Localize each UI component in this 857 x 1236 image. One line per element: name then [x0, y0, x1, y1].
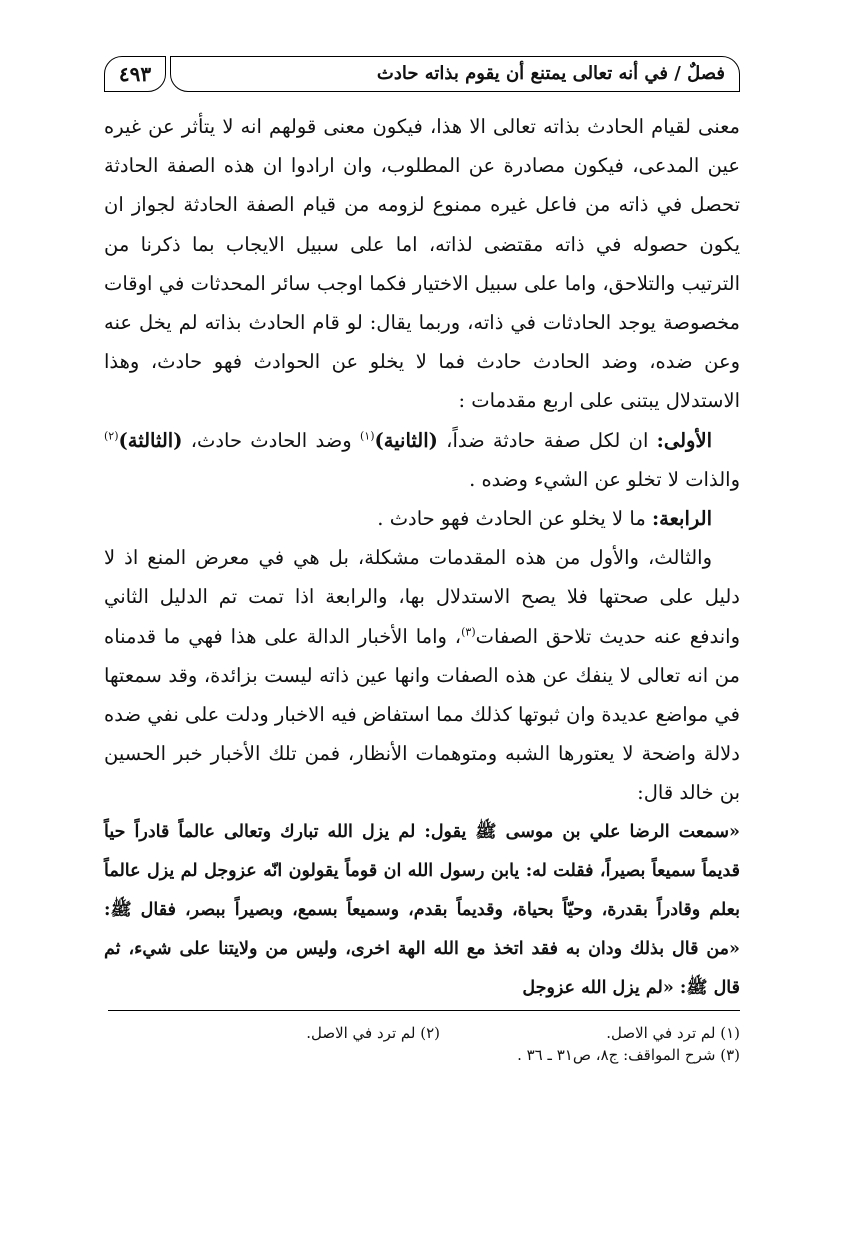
- page-number: ٤٩٣: [104, 56, 166, 92]
- footnote-ref-1: (١): [359, 429, 375, 443]
- footnote-3: (٣) شرح المواقف: ج٨، ص٣١ ـ ٣٦ .: [517, 1046, 740, 1064]
- paragraph-fourth: [104, 499, 740, 538]
- chapter-title: فصلٌ / في أنه تعالى يمتنع أن يقوم بذاته حادث: [170, 56, 740, 92]
- footnotes: [104, 1022, 740, 1066]
- footnote-1: (١) لم ترد في الاصل.: [606, 1024, 740, 1042]
- label-fourth: الرابعة:: [651, 507, 712, 531]
- footnote-ref-2: (٢): [104, 429, 119, 443]
- footnote-row: [104, 1022, 740, 1044]
- discussion-text-a: والثالث، والأول من هذه المقدمات مشكلة، بل هي في معرض المنع اذ لا دليل على صحتها فلا يصح الاستدلال بها، والرابعة اذا تمت تم الدليل الثاني واندفع عنه حديث تلاحق الصفات: [104, 546, 740, 648]
- footnote-divider: [108, 1010, 740, 1011]
- label-first: الأولى:: [656, 428, 712, 452]
- premise-1-text: ان لكل صفة حادثة ضداً،: [437, 428, 657, 452]
- label-third: (الثالثة): [118, 428, 183, 452]
- paragraph-premises: [104, 421, 740, 499]
- footnote-2: (٢) لم ترد في الاصل.: [306, 1024, 440, 1042]
- hadith-quote: «سمعت الرضا علي بن موسى ﷺ يقول: لم يزل الله تبارك وتعالى عالماً قادراً حياً قديماً سميعاً بصيراً، فقلت له: يابن رسول الله ان قوماً يقولون انّه عزوجل لم يزل عالماً بعلم وقادراً بقدرة، وحيّاً بحياة، وقديماً بقدم، وسميعاً بسمع، وبصيراً ببصر، فقال ﷺ: «من قال بذلك ودان به فقد اتخذ مع الله الهة اخرى، وليس من ولايتنا على شيء، ثم قال ﷺ: «لم يزل الله عزوجل: [104, 821, 740, 999]
- premise-2-text: وضد الحادث حادث،: [182, 428, 360, 452]
- discussion-text-b: ، واما الأخبار الدالة على هذا فهي ما قدمناه من انه تعالى لا ينفك عن هذه الصفات وانها عين ذاته ليست بزائدة، وقد سمعتها في مواضع عديدة وان ثبوتها كذلك مما استفاض فيه الاخبار ودلت على نفي ضده دلالة واضحة لا يعتورها الشبه ومتوهمات الأنظار، فمن تلك الأخبار خبر الحسين بن خالد قال:: [104, 624, 740, 805]
- main-text: [104, 107, 740, 1009]
- label-second: (الثانية): [374, 428, 438, 452]
- paragraph-discussion: [104, 538, 740, 812]
- premise-3-text: والذات لا تخلو عن الشيء وضده .: [469, 467, 740, 491]
- premise-4-text: ما لا يخلو عن الحادث فهو حادث .: [377, 507, 652, 531]
- page-header: [104, 56, 740, 98]
- paragraph-1: معنى لقيام الحادث بذاته تعالى الا هذا، فيكون معنى قولهم انه لا يتأثر عن غيره عين المدعى، فيكون مصادرة عن المطلوب، وان ارادوا ان هذه الصفة الحادثة تحصل في ذاته من فاعل غيره ممنوع لزومه من قيام الصفة الحادثة لجواز ان يكون حصوله في ذاته مقتضى لذاته، اما على سبيل الايجاب بما ذكرنا من الترتيب والتلاحق، واما على سبيل الاختيار فكما اوجب سائر المحدثات في اوقات مخصوصة يوجد الحادثات في ذاته، وربما يقال: لو قام الحادث بذاته لم يخل عنه وعن ضده، وضد الحادث حادث فما لا يخلو عن الحوادث فهو حادث، وهذا الاستدلال يبتنى على اربع مقدمات :: [104, 115, 740, 413]
- footnote-row: [104, 1044, 740, 1066]
- footnote-ref-3: (٣): [461, 625, 476, 639]
